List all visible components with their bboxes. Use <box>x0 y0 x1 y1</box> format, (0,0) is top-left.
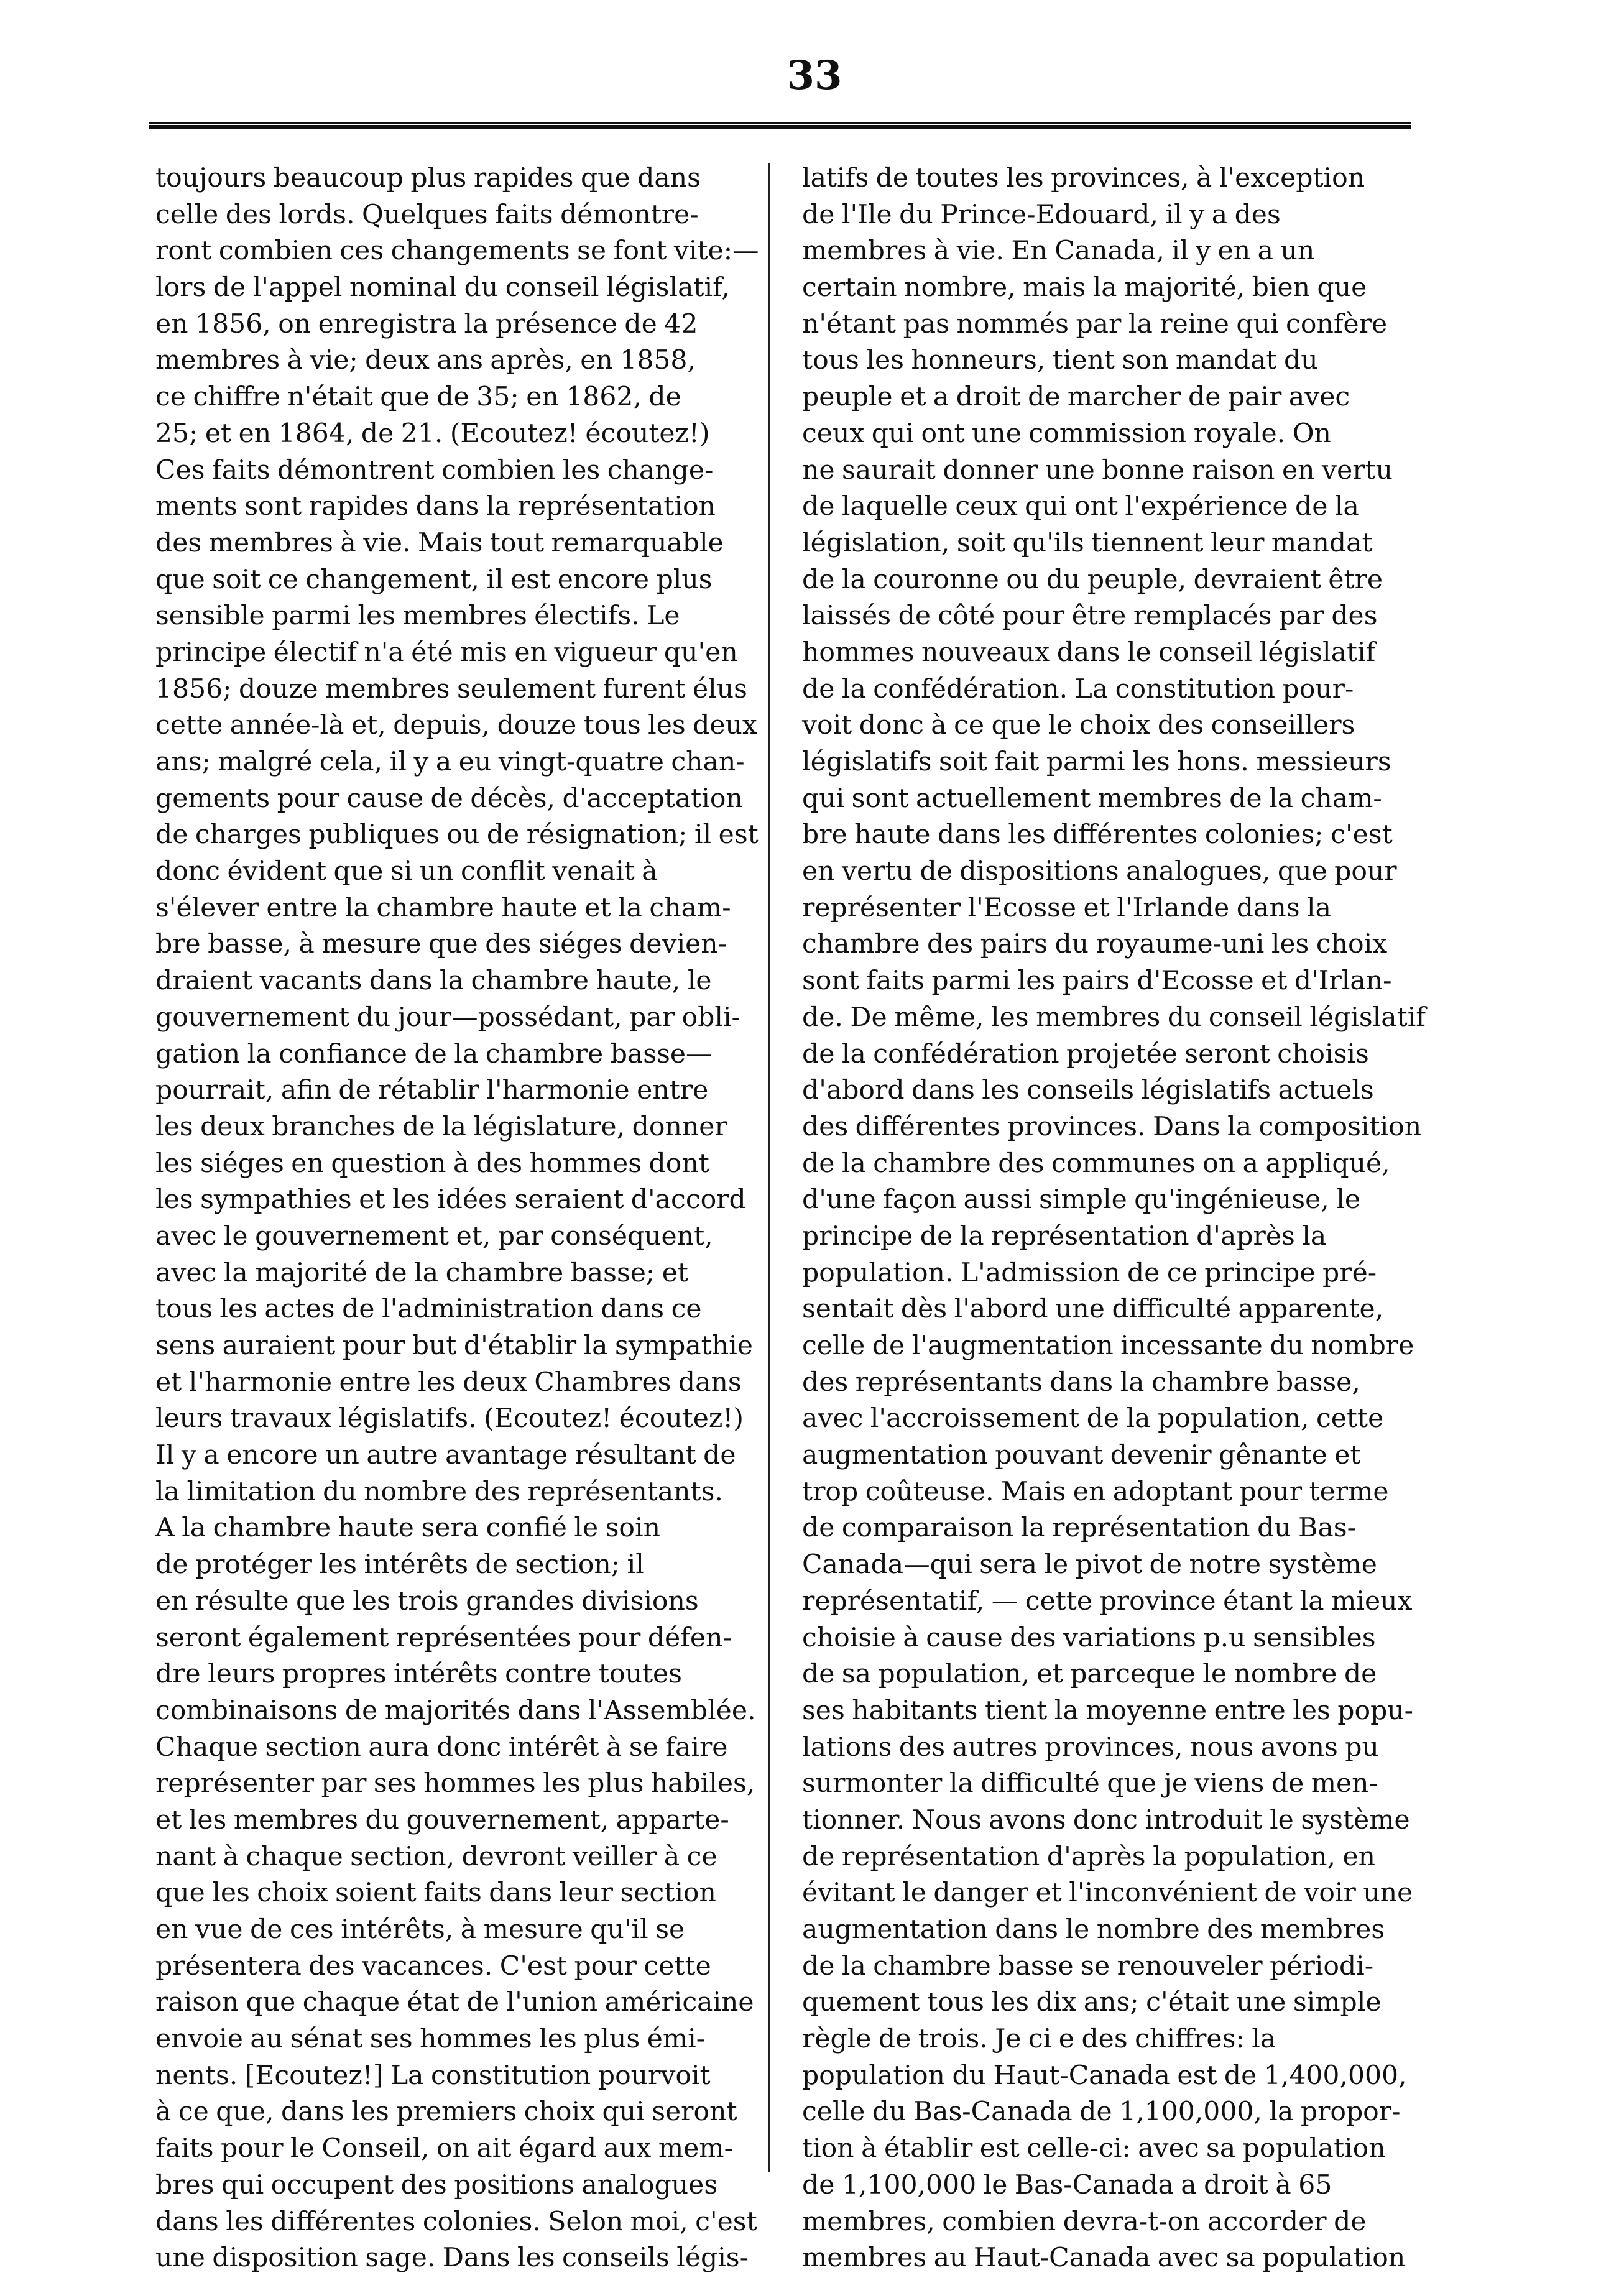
text-line: draient vacants dans la chambre haute, le <box>155 966 712 997</box>
text-line: tion à établir est celle-ci: avec sa population <box>802 2133 1386 2164</box>
text-line: envoie au sénat ses hommes les plus émi- <box>155 2024 706 2055</box>
text-line: certain nombre, mais la majorité, bien que <box>802 272 1367 303</box>
text-line: ront combien ces changements se font vite:— <box>155 236 759 267</box>
text-line: présentera des vacances. C'est pour cette <box>155 1950 711 1982</box>
text-line: Il y a encore un autre avantage résultant de <box>155 1440 736 1471</box>
text-line: donc évident que si un conflit venait à <box>155 856 658 887</box>
text-line: sens auraient pour but d'établir la sympathie <box>155 1331 753 1361</box>
text-line: population du Haut-Canada est de 1,400,000, <box>802 2060 1407 2091</box>
text-line: des représentants dans la chambre basse, <box>802 1367 1360 1398</box>
text-line: représenter l'Ecosse et l'Irlande dans la <box>802 892 1331 923</box>
text-line: voit donc à ce que le choix des conseillers <box>802 710 1355 741</box>
text-line: lations des autres provinces, nous avons pu <box>802 1732 1379 1763</box>
text-line: ans; malgré cela, il y a eu vingt-quatre chan- <box>155 747 745 777</box>
text-column-right <box>802 160 1426 2274</box>
text-line: de la confédération projetée seront choisis <box>802 1038 1369 1069</box>
text-line: que les choix soient faits dans leur section <box>155 1878 716 1909</box>
text-line: en 1856, on enregistra la présence de 42 <box>155 308 698 339</box>
text-line: tous les honneurs, tient son mandat du <box>802 345 1318 376</box>
text-line: membres à vie. En Canada, il y en a un <box>802 236 1315 267</box>
text-line: dans les différentes colonies. Selon moi, c'est <box>155 2206 757 2237</box>
text-line: ments sont rapides dans la représentation <box>155 491 716 522</box>
text-line: nents. [Ecoutez!] La constitution pourvoit <box>155 2060 711 2091</box>
text-line: avec la majorité de la chambre basse; et <box>155 1257 688 1288</box>
text-line: d'une façon aussi simple qu'ingénieuse, le <box>802 1184 1361 1216</box>
text-line: raison que chaque état de l'union américaine <box>155 1987 754 2018</box>
text-line: chambre des pairs du royaume-uni les choix <box>802 929 1388 960</box>
text-column-left <box>155 160 759 2274</box>
text-line: avec le gouvernement et, par conséquent, <box>155 1220 713 1252</box>
text-line: quement tous les dix ans; c'était une simple <box>802 1987 1382 2018</box>
text-line: des membres à vie. Mais tout remarquable <box>155 527 724 558</box>
text-line: faits pour le Conseil, on ait égard aux mem- <box>155 2133 733 2164</box>
text-line: les deux branches de la législature, donner <box>155 1111 727 1142</box>
text-line: lors de l'appel nominal du conseil législatif, <box>155 272 730 303</box>
text-line: bres qui occupent des positions analogues <box>155 2169 718 2200</box>
text-line: latifs de toutes les provinces, à l'exception <box>802 163 1365 193</box>
text-line: membres au Haut-Canada avec sa population <box>802 2243 1406 2274</box>
text-line: de laquelle ceux qui ont l'expérience de la <box>802 491 1359 522</box>
text-line: tous les actes de l'administration dans ce <box>155 1294 702 1325</box>
text-line: évitant le danger et l'inconvénient de voir une <box>802 1878 1413 1909</box>
text-line: augmentation dans le nombre des membres <box>802 1914 1385 1945</box>
text-line: et l'harmonie entre les deux Chambres dans <box>155 1367 742 1398</box>
text-line: en vue de ces intérêts, à mesure qu'il se <box>155 1914 685 1945</box>
text-line: représentatif, — cette province étant la mieux <box>802 1585 1413 1617</box>
text-line: de la couronne ou du peuple, devraient être <box>802 564 1383 595</box>
text-line: pourrait, afin de rétablir l'harmonie entre <box>155 1075 709 1106</box>
text-line: des différentes provinces. Dans la composition <box>802 1111 1422 1142</box>
text-line: de l'Ile du Prince-Edouard, il y a des <box>802 199 1281 230</box>
text-line: qui sont actuellement membres de la cham- <box>802 783 1382 814</box>
text-line: gation la confiance de la chambre basse— <box>155 1038 713 1069</box>
text-line: que soit ce changement, il est encore plus <box>155 564 713 595</box>
text-line: la limitation du nombre des représentants. <box>155 1476 723 1507</box>
text-line: augmentation pouvant devenir gênante et <box>802 1440 1361 1471</box>
text-line: 1856; douze membres seulement furent élus <box>155 673 747 704</box>
text-line: bre haute dans les différentes colonies; c'est <box>802 819 1393 851</box>
text-line: sont faits parmi les pairs d'Ecosse et d'Irlan- <box>802 966 1392 997</box>
header-rule <box>149 122 1411 129</box>
text-line: Ces faits démontrent combien les change- <box>155 454 714 486</box>
text-line: de la chambre des communes on a appliqué, <box>802 1148 1390 1179</box>
text-line: hommes nouveaux dans le conseil législatif <box>802 637 1376 668</box>
text-line: avec l'accroissement de la population, cette <box>802 1403 1384 1434</box>
text-line: celle du Bas-Canada de 1,100,000, la propor- <box>802 2097 1401 2128</box>
text-line: choisie à cause des variations p.u sensibles <box>802 1622 1376 1653</box>
text-line: sentait dès l'abord une difficulté apparente, <box>802 1294 1384 1325</box>
text-line: ce chiffre n'était que de 35; en 1862, de <box>155 382 681 413</box>
text-line: principe électif n'a été mis en vigueur qu'en <box>155 637 738 668</box>
text-line: s'élever entre la chambre haute et la cham- <box>155 892 731 923</box>
text-line: n'étant pas nommés par la reine qui confère <box>802 308 1388 339</box>
text-line: celle de l'augmentation incessante du nombre <box>802 1331 1414 1361</box>
text-line: peuple et a droit de marcher de pair avec <box>802 382 1350 413</box>
text-line: leurs travaux législatifs. (Ecoutez! écoutez!) <box>155 1403 744 1434</box>
text-line: tionner. Nous avons donc introduit le système <box>802 1804 1410 1835</box>
text-line: de protéger les intérêts de section; il <box>155 1549 644 1580</box>
text-line: de charges publiques ou de résignation; il est <box>155 819 759 851</box>
text-line: toujours beaucoup plus rapides que dans <box>155 163 701 193</box>
page-number: 33 <box>787 52 842 99</box>
text-line: représenter par ses hommes les plus habiles, <box>155 1768 755 1799</box>
text-line: les sympathies et les idées seraient d'accord <box>155 1184 746 1216</box>
text-line: sensible parmi les membres électifs. Le <box>155 601 680 632</box>
text-line: Chaque section aura donc intérêt à se faire <box>155 1732 728 1763</box>
text-line: trop coûteuse. Mais en adoptant pour terme <box>802 1476 1389 1507</box>
text-line: Canada—qui sera le pivot de notre système <box>802 1549 1377 1580</box>
text-line: laissés de côté pour être remplacés par des <box>802 601 1378 632</box>
text-line: ses habitants tient la moyenne entre les popu- <box>802 1695 1414 1726</box>
text-line: dre leurs propres intérêts contre toutes <box>155 1659 682 1690</box>
text-line: et les membres du gouvernement, apparte- <box>155 1804 729 1835</box>
text-line: règle de trois. Je ci e des chiffres: la <box>802 2024 1276 2055</box>
text-line: population. L'admission de ce principe pré- <box>802 1257 1377 1288</box>
text-line: en vertu de dispositions analogues, que pour <box>802 856 1397 887</box>
text-line: cette année-là et, depuis, douze tous les deux <box>155 710 757 741</box>
text-line: ceux qui ont une commission royale. On <box>802 418 1331 449</box>
text-line: gouvernement du jour—possédant, par obli- <box>155 1002 740 1033</box>
text-line: A la chambre haute sera confié le soin <box>155 1513 660 1544</box>
text-line: combinaisons de majorités dans l'Assemblée. <box>155 1695 756 1726</box>
text-line: à ce que, dans les premiers choix qui seront <box>155 2097 737 2128</box>
text-line: législation, soit qu'ils tiennent leur mandat <box>802 527 1373 558</box>
text-line: de. De même, les membres du conseil législatif <box>802 1002 1426 1033</box>
text-line: de la chambre basse se renouveler périodi- <box>802 1950 1374 1982</box>
text-line: membres à vie; deux ans après, en 1858, <box>155 345 696 376</box>
text-line: de représentation d'après la population, en <box>802 1841 1376 1872</box>
text-line: 25; et en 1864, de 21. (Ecoutez! écoutez!) <box>155 418 710 449</box>
text-line: de 1,100,000 le Bas-Canada a droit à 65 <box>802 2169 1332 2200</box>
column-divider <box>768 163 770 2172</box>
text-line: celle des lords. Quelques faits démontre- <box>155 199 699 230</box>
text-line: principe de la représentation d'après la <box>802 1220 1327 1252</box>
text-line: membres, combien devra-t-on accorder de <box>802 2206 1367 2237</box>
text-line: de sa population, et parceque le nombre de <box>802 1659 1377 1690</box>
text-line: de la confédération. La constitution pour- <box>802 673 1354 704</box>
text-line: en résulte que les trois grandes divisions <box>155 1585 699 1617</box>
text-line: seront également représentées pour défen- <box>155 1622 732 1653</box>
text-line: de comparaison la représentation du Bas- <box>802 1513 1356 1544</box>
text-line: ne saurait donner une bonne raison en vertu <box>802 454 1393 486</box>
text-line: législatifs soit fait parmi les hons. messieurs <box>802 747 1391 777</box>
text-line: bre basse, à mesure que des siéges devien- <box>155 929 727 960</box>
text-line: d'abord dans les conseils législatifs actuels <box>802 1075 1374 1106</box>
text-line: gements pour cause de décès, d'acceptation <box>155 783 743 814</box>
text-line: nant à chaque section, devront veiller à ce <box>155 1841 717 1872</box>
text-line: les siéges en question à des hommes dont <box>155 1148 709 1179</box>
text-line: une disposition sage. Dans les conseils légis- <box>155 2243 749 2274</box>
text-line: surmonter la difficulté que je viens de men- <box>802 1768 1378 1799</box>
